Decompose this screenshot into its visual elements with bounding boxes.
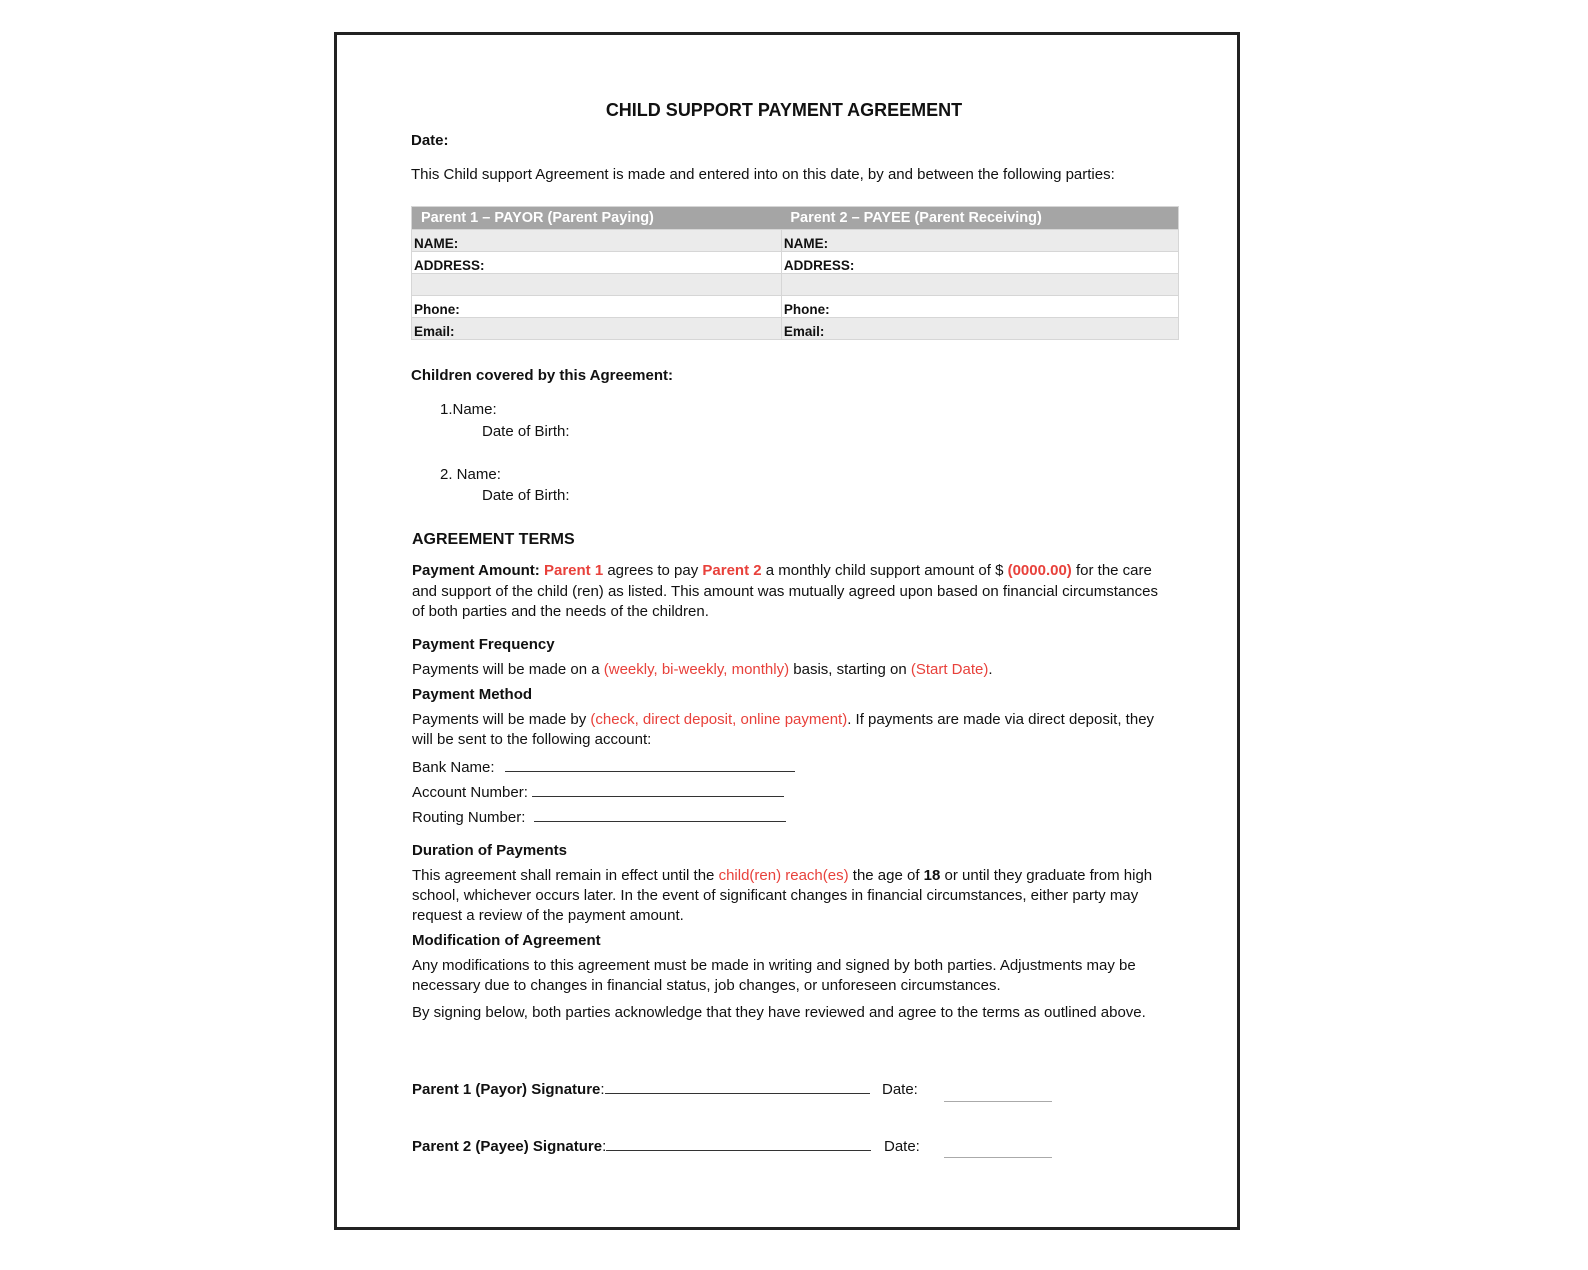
method-heading: Payment Method <box>412 686 533 703</box>
duration-heading: Duration of Payments <box>412 842 568 859</box>
modification-paragraph: Any modifications to this agreement must be made in writing and signed by both parties. Adjustments may be necessary due to changes in financial status, job changes, or unforeseen circumstances. <box>412 957 1136 994</box>
parent-1-ref: Parent 1 <box>543 562 604 579</box>
text: Payments will be made by <box>412 711 591 728</box>
document-title: CHILD SUPPORT PAYMENT AGREEMENT <box>605 100 963 120</box>
payee-address-field[interactable]: ADDRESS: <box>781 252 1178 274</box>
payor-signature-field[interactable] <box>605 1093 870 1094</box>
child-2-dob-label: Date of Birth: <box>482 487 570 504</box>
payor-name-field[interactable]: NAME: <box>412 230 782 252</box>
duration-paragraph <box>412 866 1172 926</box>
payor-address-line2[interactable] <box>412 274 782 296</box>
routing-number-label: Routing Number: <box>412 809 526 826</box>
text: the age of <box>848 867 924 884</box>
payee-name-field[interactable]: NAME: <box>781 230 1178 252</box>
parent-2-ref: Parent 2 <box>702 562 762 579</box>
bank-name-label: Bank Name: <box>412 759 495 776</box>
payee-address-line2[interactable] <box>781 274 1178 296</box>
date-label: Date: <box>411 132 449 149</box>
payee-signature-field[interactable] <box>606 1150 871 1151</box>
routing-number-field[interactable] <box>534 821 786 822</box>
payment-amount-label: Payment Amount: <box>412 562 540 579</box>
colon: : <box>602 1138 607 1155</box>
modification-heading: Modification of Agreement <box>412 932 601 949</box>
account-number-field[interactable] <box>532 796 784 797</box>
method-paragraph <box>412 710 1172 750</box>
payor-email-field[interactable]: Email: <box>412 318 782 340</box>
text: or until they graduate from high school, whichever occurs later. In the event of significant changes in financial circumstances, either party may request a review of the payment amount. <box>412 867 1153 924</box>
colon: : <box>600 1081 605 1098</box>
acknowledge-paragraph: By signing below, both parties acknowledge that they have reviewed and agree to the terms as outlined above. <box>412 1004 1146 1021</box>
frequency-heading: Payment Frequency <box>412 636 555 653</box>
payor-signature-label: Parent 1 (Payor) Signature <box>412 1081 601 1098</box>
text: for the care and support of the child (ren) as listed. This amount was mutually agreed upon based on financial circumstances of both parties and the needs of the children. <box>412 562 1158 620</box>
signature-row-1 <box>412 1080 870 1100</box>
payee-phone-field[interactable]: Phone: <box>781 296 1178 318</box>
payee-signature-label: Parent 2 (Payee) Signature <box>412 1138 603 1155</box>
payment-amount-paragraph <box>412 561 1172 623</box>
amount-placeholder: (0000.00) <box>1007 562 1072 579</box>
payee-email-field[interactable]: Email: <box>781 318 1178 340</box>
parties-table <box>411 206 1179 340</box>
payor-header: Parent 1 – PAYOR (Parent Paying) <box>412 207 782 230</box>
text: basis, starting on <box>789 661 911 678</box>
child-2-name-label: 2. Name: <box>440 466 501 483</box>
payee-date-field[interactable] <box>944 1157 1052 1158</box>
text: This agreement shall remain in effect until the <box>412 867 719 884</box>
frequency-options: (weekly, bi-weekly, monthly) <box>603 661 790 678</box>
payor-phone-field[interactable]: Phone: <box>412 296 782 318</box>
age-value: 18 <box>923 867 941 884</box>
frequency-paragraph <box>412 660 1172 681</box>
child-placeholder: child(ren) reach(es) <box>718 867 849 884</box>
payor-date-label: Date: <box>882 1081 918 1098</box>
account-number-row <box>412 783 784 803</box>
payee-header: Parent 2 – PAYEE (Parent Receiving) <box>781 207 1178 230</box>
routing-number-row <box>412 808 786 828</box>
children-heading: Children covered by this Agreement: <box>411 367 674 384</box>
method-options: (check, direct deposit, online payment) <box>590 711 848 728</box>
text: . If payments are made via direct deposit, they will be sent to the following account: <box>412 711 1155 748</box>
text: Payments will be made on a <box>412 661 604 678</box>
account-number-label: Account Number: <box>412 784 528 801</box>
bank-name-field[interactable] <box>505 771 795 772</box>
payor-date-field[interactable] <box>944 1101 1052 1102</box>
start-date-placeholder: (Start Date) <box>910 661 989 678</box>
child-1-name-label: 1.Name: <box>440 401 497 418</box>
text: a monthly child support amount of $ <box>761 562 1008 579</box>
child-1-dob-label: Date of Birth: <box>482 423 570 440</box>
payor-address-field[interactable]: ADDRESS: <box>412 252 782 274</box>
terms-heading: AGREEMENT TERMS <box>412 531 575 548</box>
bank-name-row <box>412 758 795 778</box>
signature-row-2 <box>412 1137 871 1157</box>
payee-date-label: Date: <box>884 1138 920 1155</box>
text: agrees to pay <box>603 562 703 579</box>
intro-text: This Child support Agreement is made and entered into on this date, by and between the following parties: <box>411 166 1115 183</box>
text: . <box>988 661 993 678</box>
